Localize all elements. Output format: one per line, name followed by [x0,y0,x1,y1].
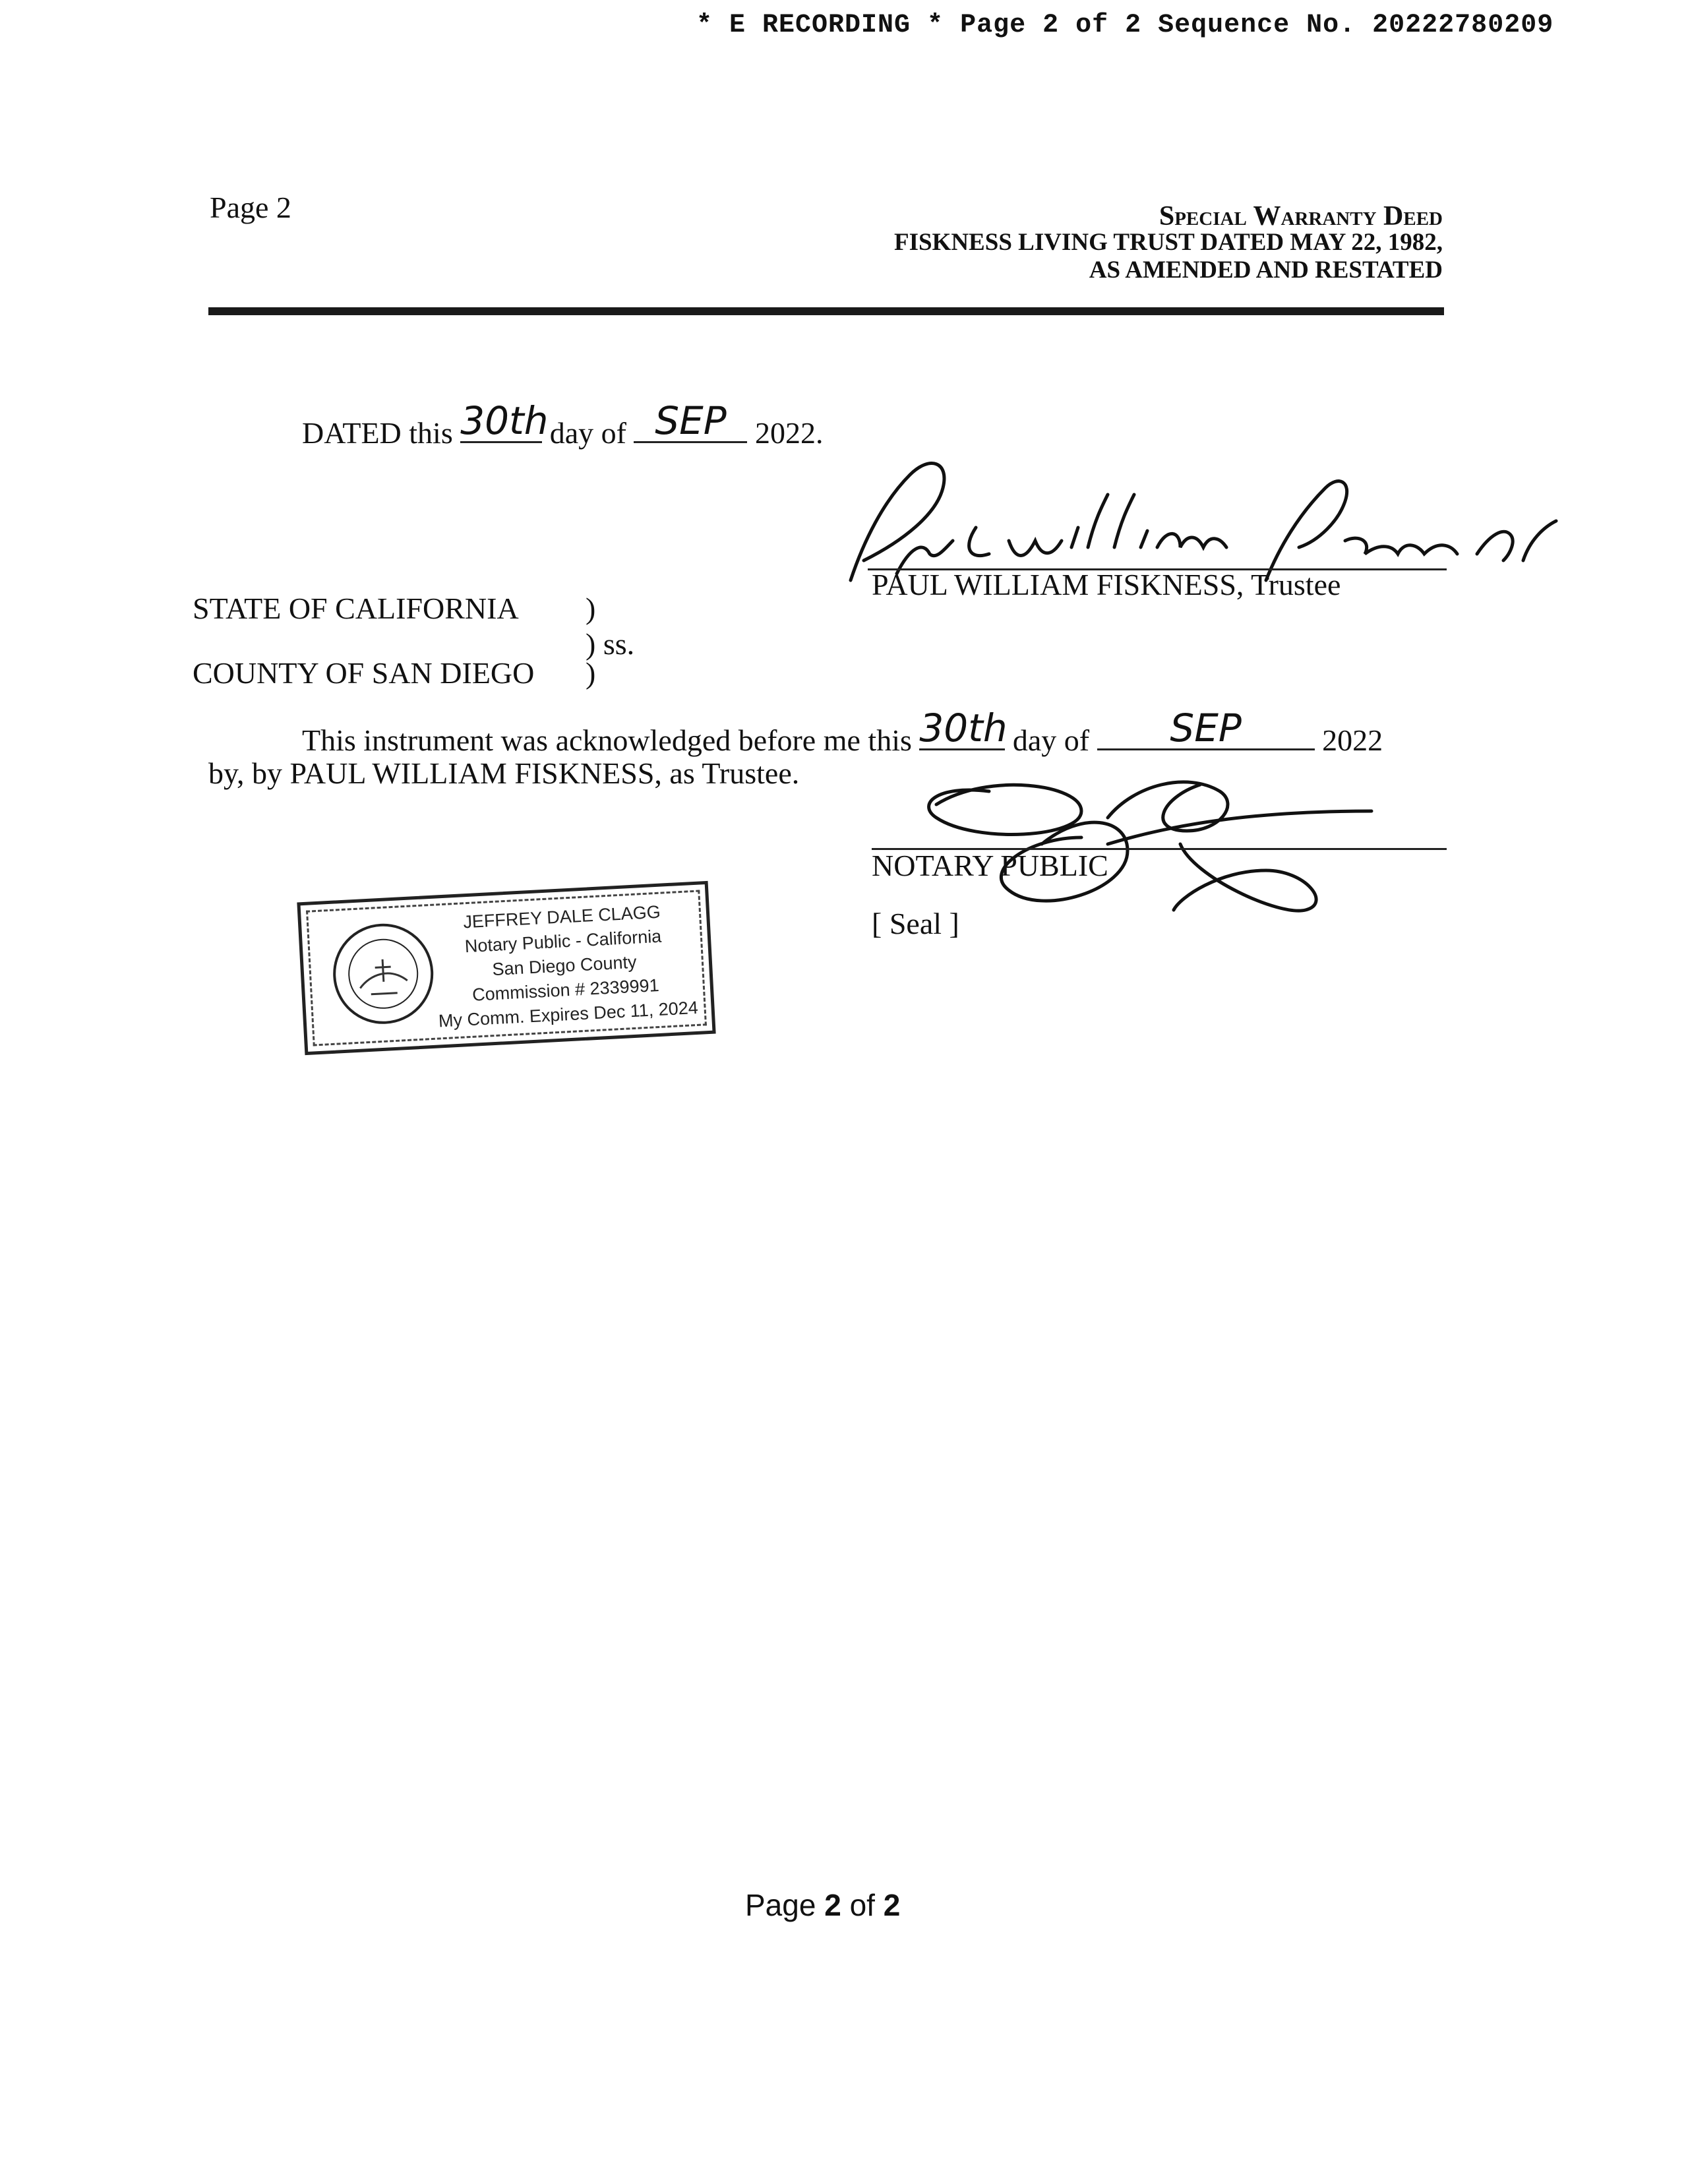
ack-year: 2022 [1322,723,1383,757]
dated-day: 30th [460,398,549,443]
seal-label: [ Seal ] [872,907,959,940]
footer-prefix: Page [745,1888,816,1922]
ack-day: 30th [919,706,1008,750]
doc-header-trust: FISKNESS LIVING TRUST DATED MAY 22, 1982, [893,229,1443,256]
dated-month: SEP [655,398,727,443]
ack-line-2: by, by PAUL WILLIAM FISKNESS, as Trustee. [208,756,800,790]
footer-current-page: 2 [824,1888,841,1922]
stamp-expiry: My Comm. Expires Dec 11, 2024 [438,997,699,1031]
ack-month-blank [1097,706,1315,750]
ack-day-blank [919,706,1008,750]
stamp-notary-name: JEFFREY DALE CLAGG [462,901,661,932]
notary-stamp [297,881,715,1055]
header-rule [208,307,1444,315]
page-footer [745,1887,900,1923]
ack-middle: day of [1012,723,1090,757]
dated-month-blank [634,398,747,443]
notary-label: NOTARY PUBLIC [872,849,1108,882]
footer-of: of [849,1888,875,1922]
stamp-text [433,898,699,1033]
doc-header-amended: AS AMENDED AND RESTATED [1089,257,1443,284]
venue-county: COUNTY OF SAN DIEGO [193,656,535,690]
recording-header: * E RECORDING * Page 2 of 2 Sequence No. 20222780209 [696,11,1554,40]
venue-paren-bottom: ) [586,656,596,690]
venue-paren-top: ) [586,592,596,625]
page-label: Page 2 [210,191,291,224]
trustee-name: PAUL WILLIAM FISKNESS, Trustee [872,568,1341,601]
california-seal-icon [328,919,438,1029]
ack-line-1 [302,706,1383,758]
venue-ss: ) ss. [586,627,635,661]
doc-header-title: Special Warranty Deed [1159,201,1443,231]
dated-year: 2022. [754,416,824,450]
stamp-commission: Commission # 2339991 [471,975,660,1005]
ack-prefix: This instrument was acknowledged before me this [302,723,912,757]
venue-state: STATE OF CALIFORNIA [193,592,519,625]
dated-middle: day of [549,416,626,450]
stamp-notary-title: Notary Public - California [464,926,662,957]
dated-line [302,398,824,450]
dated-prefix: DATED this [302,416,453,450]
dated-day-blank [460,398,549,443]
stamp-county: San Diego County [491,952,638,980]
footer-total-pages: 2 [883,1888,901,1922]
ack-month: SEP [1170,706,1242,750]
